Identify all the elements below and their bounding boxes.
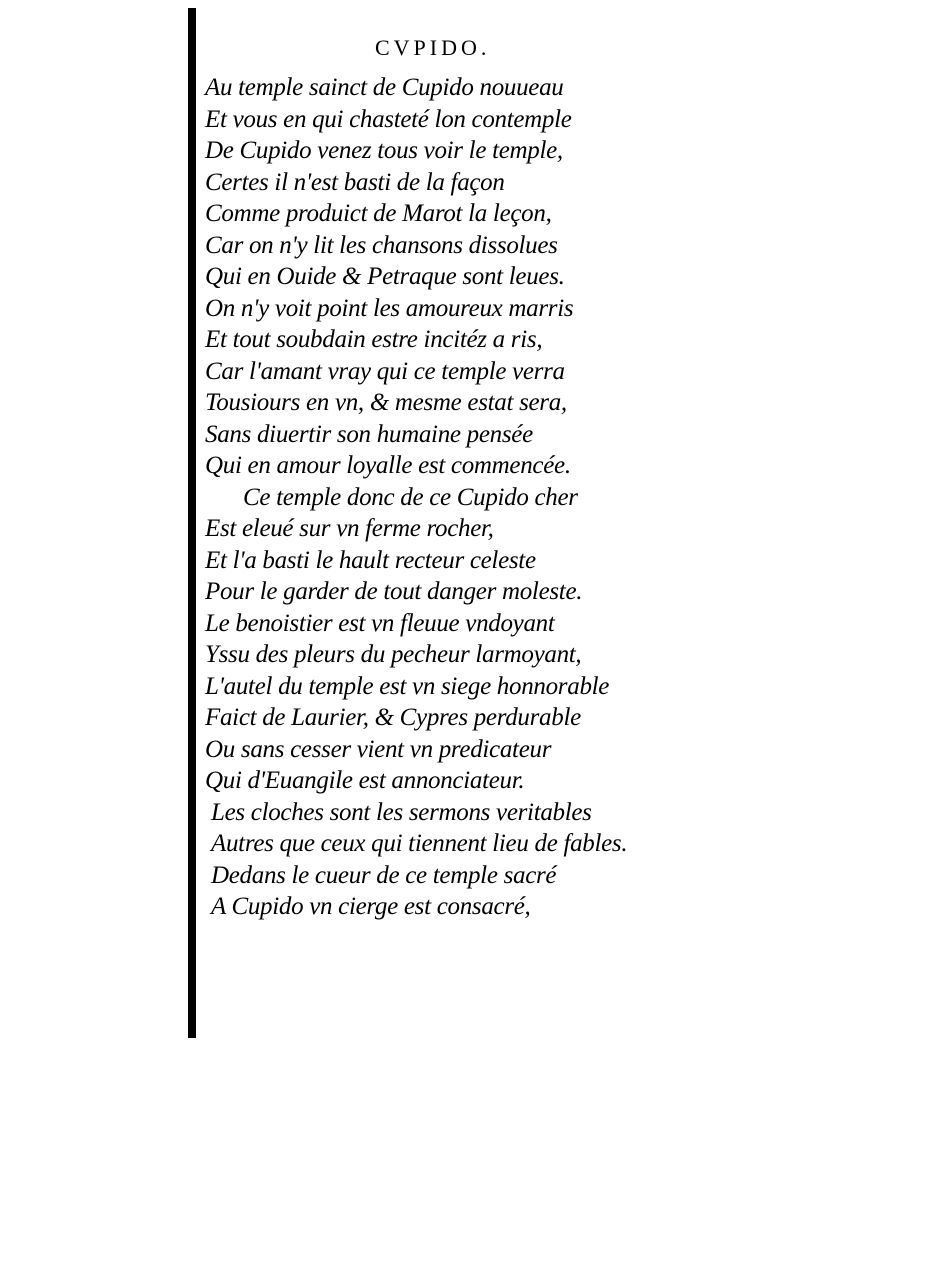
verse-line: Car l'amant vray qui ce temple verra — [205, 357, 565, 385]
verse-line: Et l'a basti le hault recteur celeste — [205, 546, 536, 574]
verse-line: Dedans le cueur de ce temple sacré — [211, 861, 557, 889]
running-head: CVPIDO. — [375, 35, 491, 60]
verse-line: L'autel du temple est vn siege honnorable — [205, 672, 610, 700]
verse-line: Les cloches sont les sermons veritables — [211, 798, 592, 826]
verse-line: Faict de Laurier, & Cypres perdurable — [205, 704, 581, 731]
verse-line-stanza-start: Ce temple donc de ce Cupido cher — [243, 483, 578, 511]
verse-line: Qui d'Euangile est annonciateur. — [205, 767, 525, 794]
verse-line: On n'y voit point les amoureux marris — [205, 294, 574, 322]
verse-line: Qui en amour loyalle est commencée. — [205, 452, 571, 479]
verse-line: Comme produict de Marot la leçon, — [205, 200, 552, 227]
verse-line: Et vous en qui chasteté lon contemple — [205, 105, 572, 133]
verse-line: Sans diuertir son humaine pensée — [205, 420, 533, 448]
verse-line: Ou sans cesser vient vn predicateur — [205, 735, 552, 763]
verse-line: Qui en Ouide & Petraque sont leues. — [205, 263, 565, 290]
verse-line: Le benoistier est vn fleuue vndoyant — [205, 609, 555, 637]
verse-line: Autres que ceux qui tiennent lieu de fables. — [211, 830, 628, 857]
verse-line: A Cupido vn cierge est consacré, — [211, 893, 531, 920]
verse-line: Yssu des pleurs du pecheur larmoyant, — [205, 641, 582, 668]
verse-line: Pour le garder de tout danger moleste. — [205, 578, 583, 605]
verse-line: De Cupido venez tous voir le temple, — [205, 137, 563, 164]
page-gutter-shadow — [188, 8, 196, 1038]
verse-line: Certes il n'est basti de la façon — [205, 168, 505, 196]
verse-line: Car on n'y lit les chansons dissolues — [205, 231, 558, 259]
verse-line: Et tout soubdain estre incitéz a ris, — [205, 326, 543, 353]
poem-verse — [205, 72, 905, 923]
verse-line: Au temple sainct de Cupido nouueau — [205, 74, 564, 101]
verse-line: Tousiours en vn, & mesme estat sera, — [205, 389, 567, 416]
verse-line: Est eleué sur vn ferme rocher, — [205, 515, 494, 542]
